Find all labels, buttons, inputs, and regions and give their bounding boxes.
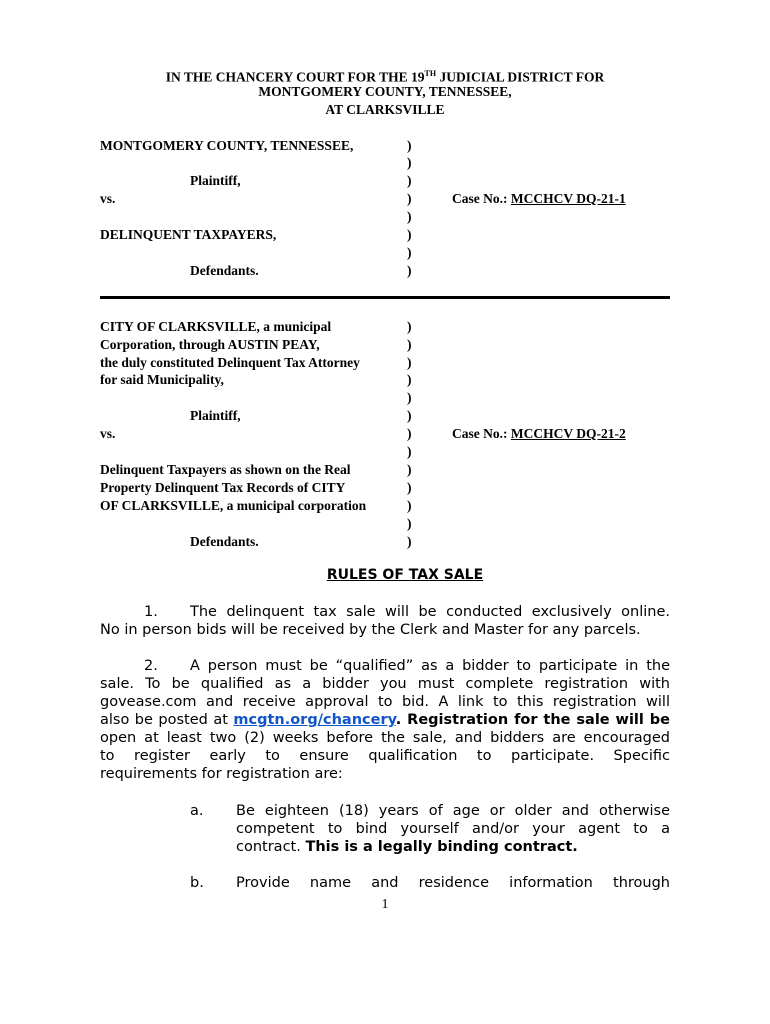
caption1-plaintiff-name: MONTGOMERY COUNTY, TENNESSEE, xyxy=(100,138,354,153)
paren: ) xyxy=(407,155,412,170)
paren: ) xyxy=(407,263,412,278)
rules-heading: RULES OF TAX SALE xyxy=(326,567,484,583)
rule2-line2: sale. To be qualified as a bidder you must complete registration with xyxy=(100,676,670,692)
caption2-plaintiff-line4: for said Municipality, xyxy=(100,372,224,387)
rule2-line4-pre: also be posted at xyxy=(100,712,234,728)
paren: ) xyxy=(407,245,412,260)
caption2-plaintiff-line2: Corporation, through AUSTIN PEAY, xyxy=(100,337,320,352)
caption2-vs: vs. xyxy=(100,426,116,441)
paren: ) xyxy=(407,355,412,370)
paren: ) xyxy=(407,498,412,513)
rule2-line3: govease.com and receive approval to bid. A link to this registration will xyxy=(100,694,670,710)
paren: ) xyxy=(407,227,412,242)
paren: ) xyxy=(407,372,412,387)
case-label: Case No.: xyxy=(452,426,508,441)
paren: ) xyxy=(407,390,412,405)
caption1-defendant-name: DELINQUENT TAXPAYERS, xyxy=(100,227,277,242)
subitem-a-letter: a. xyxy=(190,803,204,819)
paren: ) xyxy=(407,337,412,352)
page-number: 1 xyxy=(381,897,389,912)
paren: ) xyxy=(407,408,412,423)
court-title-line2: MONTGOMERY COUNTY, TENNESSEE, xyxy=(258,84,512,99)
caption2-plaintiff-line1: CITY OF CLARKSVILLE, a municipal xyxy=(100,319,332,334)
caption2-plaintiff-line3: the duly constituted Delinquent Tax Attorney xyxy=(100,355,360,370)
court-title-post: JUDICIAL DISTRICT FOR xyxy=(436,69,605,85)
rule2-line7: requirements for registration are: xyxy=(100,766,343,782)
paren: ) xyxy=(407,319,412,334)
rule1-number: 1. xyxy=(144,604,158,620)
case-number-value: MCCHCV DQ-21-2 xyxy=(510,426,626,441)
caption2-defendant-line3: OF CLARKSVILLE, a municipal corporation xyxy=(100,498,367,513)
case-label: Case No.: xyxy=(452,191,508,206)
paren: ) xyxy=(407,426,412,441)
caption-divider xyxy=(100,296,670,299)
case-number-value: MCCHCV DQ-21-1 xyxy=(510,191,626,206)
paren: ) xyxy=(407,138,412,153)
court-title-sup: TH xyxy=(424,69,437,78)
rule2-line4-post: . Registration for the sale will be xyxy=(395,712,670,728)
subitem-a-line3 xyxy=(236,838,670,856)
paren: ) xyxy=(407,462,412,477)
rule1-line2: No in person bids will be received by the Clerk and Master for any parcels. xyxy=(100,622,641,638)
subitem-b-letter: b. xyxy=(190,875,204,891)
paren: ) xyxy=(407,516,412,531)
rule2-line1 xyxy=(100,657,670,675)
subitem-a-line3-pre: contract. xyxy=(236,839,306,855)
chancery-link[interactable]: mcgtn.org/chancery xyxy=(233,712,396,728)
court-title-line3: AT CLARKSVILLE xyxy=(325,102,445,117)
rule1-line1 xyxy=(100,603,670,621)
caption1-vs: vs. xyxy=(100,191,116,206)
rule2-line5: open at least two (2) weeks before the sale, and bidders are encouraged xyxy=(100,730,670,746)
rule2-line4 xyxy=(100,711,670,729)
court-title-pre: IN THE CHANCERY COURT FOR THE 19 xyxy=(165,69,425,85)
caption2-defendant-label: Defendants. xyxy=(190,534,259,549)
paren: ) xyxy=(407,209,412,224)
subitem-b-line1: Provide name and residence information through xyxy=(236,875,670,891)
subitem-a-line2: competent to bind yourself and/or your agent to a xyxy=(236,821,670,837)
rule2-text-line1: A person must be “qualified” as a bidder to participate in the xyxy=(190,658,670,674)
rule2-line6: to register early to ensure qualification to participate. Specific xyxy=(100,748,670,764)
paren: ) xyxy=(407,191,412,206)
paren: ) xyxy=(407,534,412,549)
caption2-plaintiff-label: Plaintiff, xyxy=(190,408,241,423)
rule1-text-line1: The delinquent tax sale will be conducted exclusively online. xyxy=(190,604,670,620)
rule2-number: 2. xyxy=(144,658,158,674)
caption1-case-number xyxy=(452,190,626,208)
binding-contract-notice: This is a legally binding contract. xyxy=(305,839,578,855)
caption2-defendant-line1: Delinquent Taxpayers as shown on the Real xyxy=(100,462,351,477)
paren: ) xyxy=(407,444,412,459)
caption1-defendant-label: Defendants. xyxy=(190,263,259,278)
subitem-a-line1: Be eighteen (18) years of age or older and otherwise xyxy=(236,803,670,819)
paren: ) xyxy=(407,173,412,188)
caption1-plaintiff-label: Plaintiff, xyxy=(190,173,241,188)
caption2-case-number xyxy=(452,425,626,443)
paren: ) xyxy=(407,480,412,495)
caption2-defendant-line2: Property Delinquent Tax Records of CITY xyxy=(100,480,346,495)
